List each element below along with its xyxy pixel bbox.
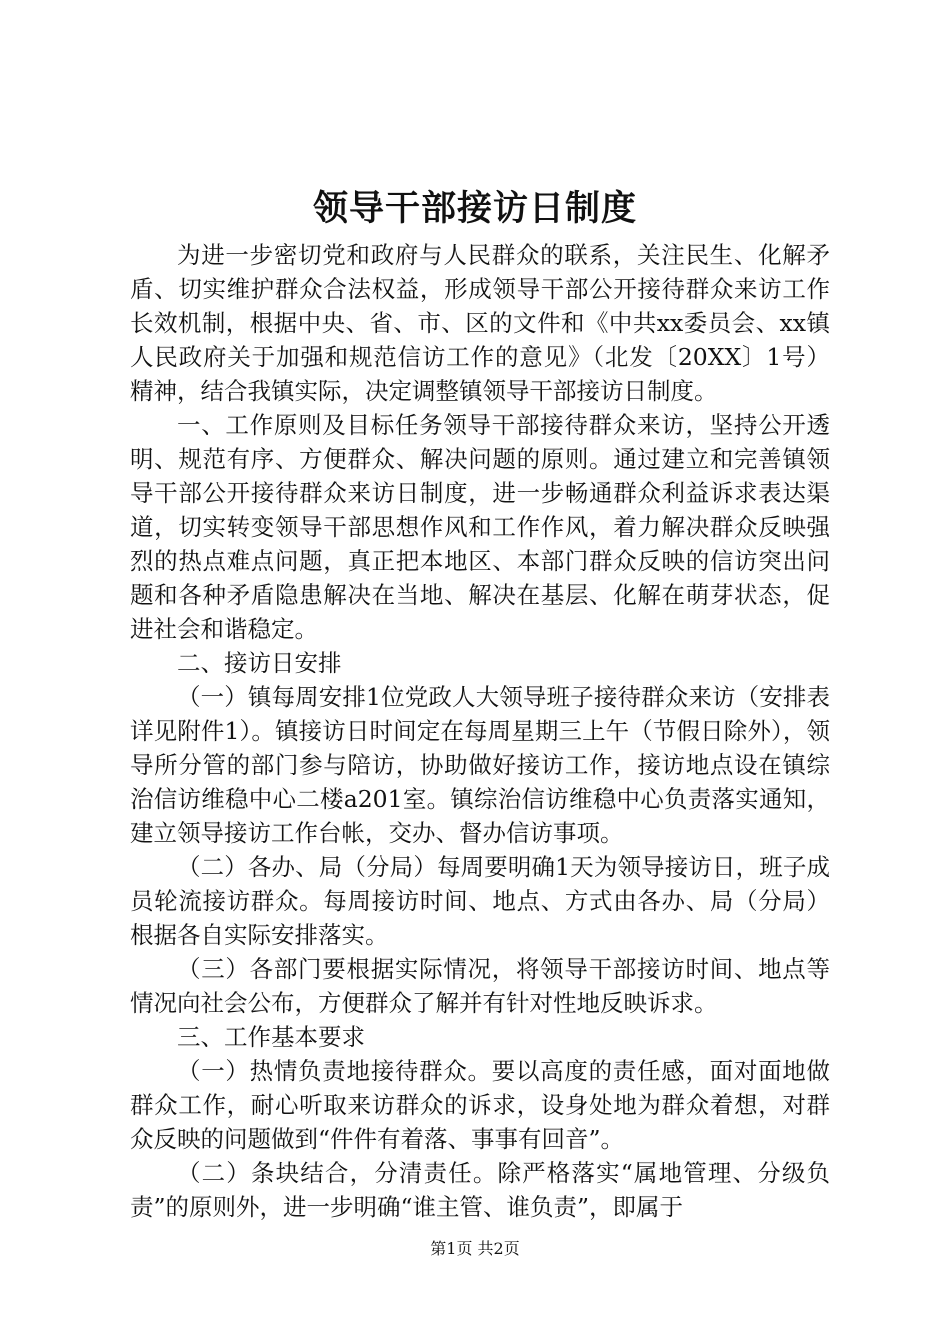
section-2-item-3: （三）各部门要根据实际情况，将领导干部接访时间、地点等情况向社会公布，方便群众了解并有针对性地反映诉求。 — [130, 955, 830, 1017]
intro-paragraph: 为进一步密切党和政府与人民群众的联系，关注民生、化解矛盾、切实维护群众合法权益，形成领导干部公开接待群众来访工作长效机制，根据中央、省、市、区的文件和《中共xx委员会、xx镇人民政府关于加强和规范信访工作的意见》（北发〔20XX〕1号）精神，结合我镇实际，决定调整镇领导干部接访日制度。 — [130, 241, 830, 405]
section-3-item-2: （二）条块结合，分清责任。除严格落实“属地管理、分级负责”的原则外，进一步明确“谁主管、谁负责”，即属于 — [130, 1159, 830, 1221]
page-number-footer: 第1页 共2页 — [430, 1239, 520, 1258]
document-title: 领导干部接访日制度 — [312, 188, 637, 229]
section-2-heading: 二、接访日安排 — [177, 649, 342, 677]
section-3-heading: 三、工作基本要求 — [177, 1023, 365, 1051]
section-3-item-1: （一）热情负责地接待群众。要以高度的责任感，面对面地做群众工作，耐心听取来访群众的诉求，设身处地为群众着想，对群众反映的问题做到“件件有着落、事事有回音”。 — [130, 1057, 830, 1153]
section-1-paragraph: 一、工作原则及目标任务领导干部接待群众来访，坚持公开透明、规范有序、方便群众、解决问题的原则。通过建立和完善镇领导干部公开接待群众来访日制度，进一步畅通群众利益诉求表达渠道，切实转变领导干部思想作风和工作作风，着力解决群众反映强烈的热点难点问题，真正把本地区、本部门群众反映的信访突出问题和各种矛盾隐患解决在当地、解决在基层、化解在萌芽状态，促进社会和谐稳定。 — [130, 411, 830, 643]
section-2-item-2: （二）各办、局（分局）每周要明确1天为领导接访日，班子成员轮流接访群众。每周接访时间、地点、方式由各办、局（分局）根据各自实际安排落实。 — [130, 853, 830, 949]
section-2-item-1: （一）镇每周安排1位党政人大领导班子接待群众来访（安排表详见附件1）。镇接访日时间定在每周星期三上午（节假日除外），领导所分管的部门参与陪访，协助做好接访工作，接访地点设在镇综治信访维稳中心二楼a201室。镇综治信访维稳中心负责落实通知，建立领导接访工作台帐，交办、督办信访事项。 — [130, 683, 830, 847]
document-body — [130, 238, 830, 1224]
